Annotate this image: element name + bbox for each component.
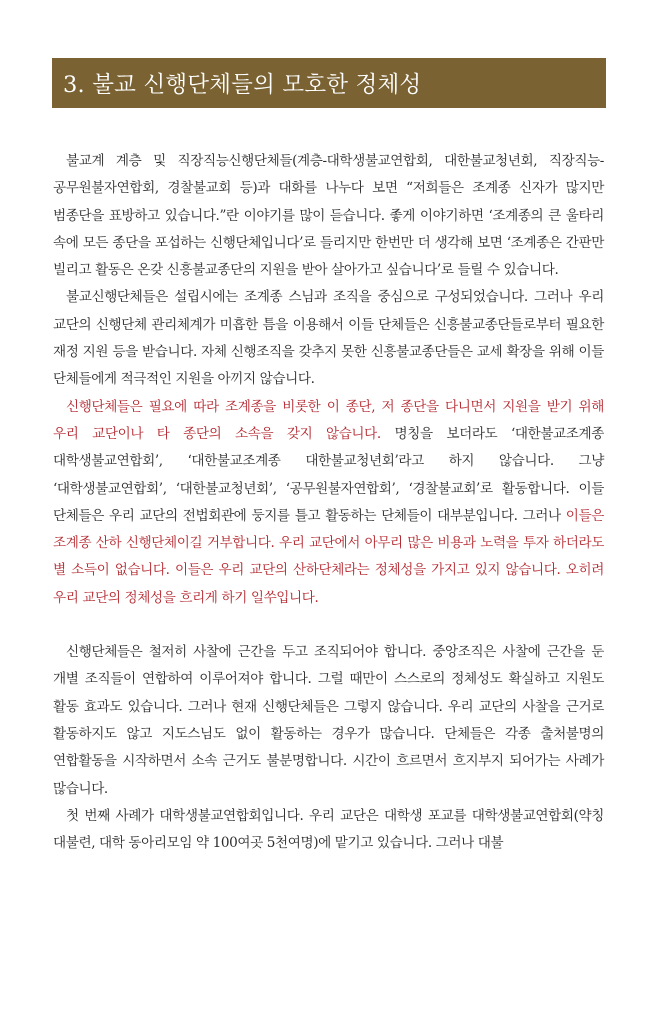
- paragraph-2-text: 불교신행단체들은 설립시에는 조계종 스님과 조직을 중심으로 구성되었습니다. 그러나 우리 교단의 신행단체 관리체계가 미흡한 틈을 이용해서 이들 단체들은 신흥불교종단들로부터 필요한 재정 지원 등을 받습니다. 자체 신행조직을 갖추지 못한 신흥불교종단들은 교세 확장을 위해 이들 단체들에게 적극적인 지원을 아끼지 않습니다.: [53, 289, 604, 388]
- paragraph-1-text: 불교계 계층 및 직장직능신행단체들(계층-대학생불교연합회, 대한불교청년회, 직장직능-공무원불자연합회, 경찰불교회 등)과 대화를 나누다 보면 “저희들은 조계종 신자가 많지만 범종단을 표방하고 있습니다.”란 이야기를 많이 듣습니다. 좋게 이야기하면 ‘조계종의 큰 울타리 속에 모든 종단을 포섭하는 신행단체입니다’로 들리지만 한번만 더 생각해 보면 ‘조계종은 간판만 빌리고 활동은 온갖 신흥불교종단의 지원을 받아 살아가고 싶습니다’로 들릴 수 있습니다.: [53, 153, 604, 279]
- body-text: [53, 148, 604, 857]
- section-title: 3. 불교 신행단체들의 모호한 정체성: [63, 72, 422, 98]
- paragraph-4: [53, 639, 604, 803]
- paragraph-4-text: 신행단체들은 철저히 사찰에 근간을 두고 조직되어야 합니다. 중앙조직은 사찰에 근간을 둔 개별 조직들이 연합하여 이루어져야 합니다. 그럴 때만이 스스로의 정체성도 확실하고 지원도 활동 효과도 있습니다. 그러나 현재 신행단체들은 그렇지 않습니다. 우리 교단의 사찰을 근거로 활동하지도 않고 지도스님도 없이 활동하는 경우가 많습니다. 단체들은 각종 출처불명의 연합활동을 시작하면서 소속 근거도 불분명합니다. 시간이 흐르면서 흐지부지 되어가는 사례가 많습니다.: [53, 644, 604, 797]
- highlighted-text: 신행단체들은 필요에 따라 조계종을 비롯한 이 종단, 저 종단을 다니면서 지원을 받기 위해 우리 교단이나 타 종단의 소속을 갖지 않습니다.: [53, 398, 604, 442]
- paragraph-5-text: 첫 번째 사례가 대학생불교연합회입니다. 우리 교단은 대학생 포교를 대학생불교연합회(약칭 대불련, 대학 동아리모임 약 100여곳 5천여명)에 맡기고 있습니다. 그러나 대불: [53, 807, 604, 852]
- paragraph-1: [53, 148, 604, 284]
- highlighted-text: 이들은 조계종 산하 신행단체이길 거부합니다. 우리 교단에서 아무리 많은 비용과 노력을 투자 하더라도 별 소득이 없습니다. 이들은 우리 교단의 산하단체라는 정체성을 가지고 있지 않습니다. 오히려 우리 교단의 정체성을 흐리게 하기 일쑤입니다.: [53, 507, 604, 606]
- paragraph-5: [53, 803, 604, 858]
- paragraph-3-text: 명칭을 보더라도 ‘대한불교조계종 대학생불교연합회’, ‘대한불교조계종 대한불교청년회’라고 하지 않습니다. 그냥 ‘대학생불교연합회’, ‘대한불교청년회’, ‘공무원불자연합회’, ‘경찰불교회’로 활동합니다. 이들 단체들은 우리 교단의 전법회관에 둥지를 틀고 활동하는 단체들이 대부분입니다. 그러나: [53, 425, 604, 524]
- paragraph-2: [53, 284, 604, 393]
- paragraph-gap: [53, 612, 604, 639]
- section-title-bar: [52, 58, 606, 108]
- paragraph-3: [53, 394, 604, 612]
